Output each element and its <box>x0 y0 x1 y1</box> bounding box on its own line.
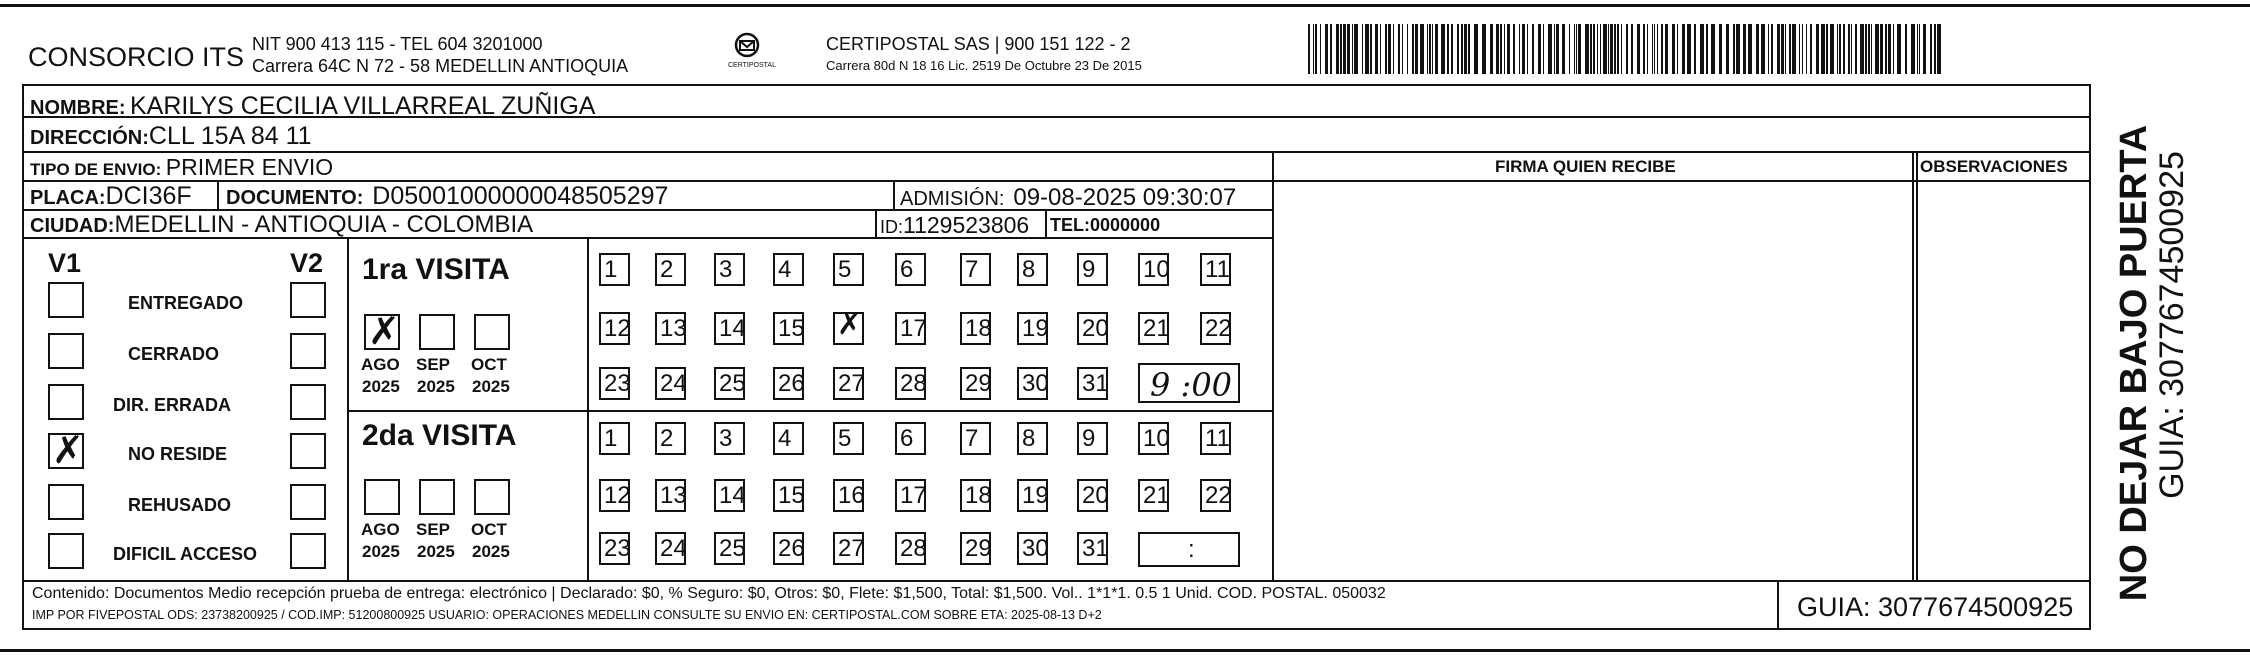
second-visit-day-box[interactable]: 3 <box>714 422 745 455</box>
first-visit-day-box[interactable]: 8 <box>1017 253 1048 286</box>
barcode-bar <box>1420 24 1424 74</box>
barcode-bar <box>1682 24 1685 74</box>
barcode-bar <box>1507 24 1510 74</box>
documento-value: D05001000000048505297 <box>372 182 669 210</box>
barcode-bar <box>1457 24 1459 74</box>
v2-checkbox[interactable] <box>290 484 326 520</box>
first-visit-day-box[interactable] <box>833 307 864 345</box>
barcode-bar <box>1711 24 1715 74</box>
first-visit-day-box[interactable]: 13 <box>655 312 686 345</box>
logo-text: CERTIPOSTAL <box>728 62 776 69</box>
certipostal-logo <box>722 28 776 78</box>
barcode-bar <box>1527 24 1528 74</box>
first-visit-day-box[interactable]: 11 <box>1200 253 1231 286</box>
barcode-bar <box>1700 24 1704 74</box>
company-name: CONSORCIO ITS <box>28 42 245 72</box>
second-visit-day-box[interactable]: 11 <box>1200 422 1231 455</box>
barcode-bar <box>1657 24 1658 74</box>
v1-checkbox[interactable] <box>48 333 84 369</box>
tipo-label: TIPO DE ENVIO: <box>30 160 162 179</box>
first-visit-month-label: SEP <box>416 355 451 374</box>
v1-checkbox[interactable] <box>48 428 84 472</box>
status-label: CERRADO <box>128 344 220 364</box>
barcode-bar <box>1923 24 1926 74</box>
first-visit-month-box[interactable] <box>364 309 400 353</box>
barcode-bar <box>1548 24 1552 74</box>
barcode-bar <box>1597 24 1598 74</box>
first-visit-year-label: 2025 <box>417 377 455 396</box>
barcode-bar <box>1885 24 1887 74</box>
second-visit-day-box[interactable]: 18 <box>960 479 991 512</box>
barcode-bar <box>1768 24 1769 74</box>
company-address: Carrera 64C N 72 - 58 MEDELLIN ANTIOQUIA <box>252 56 629 76</box>
barcode-bar <box>1362 24 1363 74</box>
barcode-bar <box>1482 24 1486 74</box>
barcode-bar <box>1911 24 1915 74</box>
top-border <box>0 4 2250 7</box>
status-label: ENTREGADO <box>128 293 244 313</box>
barcode-bar <box>1654 24 1655 74</box>
barcode-bar <box>1519 24 1520 74</box>
barcode-bar <box>1576 24 1577 74</box>
v1-checkbox[interactable] <box>48 484 84 520</box>
second-visit-day-box[interactable]: 31 <box>1077 532 1108 565</box>
barcode-bar <box>1810 24 1812 74</box>
second-visit-day-box[interactable]: 21 <box>1138 479 1169 512</box>
barcode-bar <box>1398 24 1400 74</box>
barcode-bar <box>1880 24 1883 74</box>
barcode-bar <box>1554 24 1555 74</box>
second-visit-day-box[interactable]: 26 <box>773 532 804 565</box>
tel-value: 0000000 <box>1090 215 1161 235</box>
barcode-bar <box>1435 24 1438 74</box>
barcode-bar <box>1562 24 1565 74</box>
barcode-bar <box>1631 24 1633 74</box>
cell-divider <box>1045 209 1047 237</box>
barcode-bar <box>1610 24 1613 74</box>
barcode-bar <box>1500 24 1502 74</box>
barcode-bar <box>1789 24 1791 74</box>
placa-label: PLACA: <box>30 187 106 209</box>
barcode-bar <box>1839 24 1841 74</box>
barcode-bar <box>1905 24 1907 74</box>
documento-label: DOCUMENTO: <box>226 187 364 209</box>
first-visit-day-box[interactable]: 7 <box>960 253 991 286</box>
barcode-bar <box>1756 24 1759 74</box>
barcode-bar <box>1496 24 1499 74</box>
first-visit-month-label: OCT <box>471 355 507 374</box>
v1-checkbox[interactable] <box>48 384 84 420</box>
first-visit-day-box[interactable]: 27 <box>833 367 864 400</box>
barcode-bar <box>1556 24 1559 74</box>
barcode-bar <box>1860 24 1864 74</box>
first-visit-month-box[interactable] <box>474 314 510 350</box>
barcode-bar <box>1574 24 1575 74</box>
first-visit-day-box[interactable]: 24 <box>655 367 686 400</box>
first-visit-day-box[interactable]: 5 <box>833 253 864 286</box>
barcode-bar <box>1464 24 1467 74</box>
barcode-bar <box>1412 24 1414 74</box>
barcode-bar <box>1643 24 1645 74</box>
first-visit-day-box[interactable]: 30 <box>1017 367 1048 400</box>
first-visit-day-box[interactable]: 25 <box>714 367 745 400</box>
barcode-bar <box>1893 24 1894 74</box>
first-visit-day-box[interactable]: 10 <box>1138 253 1169 286</box>
barcode-bar <box>1441 24 1445 74</box>
barcode-bar <box>1743 24 1746 74</box>
status-label: DIR. ERRADA <box>113 395 232 415</box>
first-visit-year-label: 2025 <box>362 377 400 396</box>
barcode-bar <box>1777 24 1780 74</box>
barcode-bar <box>1461 24 1463 74</box>
second-visit-day-box[interactable]: 6 <box>895 422 926 455</box>
check-mark-icon: ✗ <box>52 428 84 472</box>
first-time-box[interactable] <box>1138 363 1240 403</box>
barcode-bar <box>1826 24 1828 74</box>
barcode-bar <box>1380 24 1381 74</box>
barcode-bar <box>1761 24 1765 74</box>
barcode-bar <box>1340 24 1342 74</box>
barcode-bar <box>1934 24 1936 74</box>
second-visit-day-box[interactable]: 30 <box>1017 532 1048 565</box>
first-visit-month-box[interactable] <box>419 314 455 350</box>
barcode-bar <box>1919 24 1920 74</box>
barcode-bar <box>1830 24 1834 74</box>
barcode-bar <box>1806 24 1807 74</box>
status-divider <box>347 237 349 580</box>
barcode <box>1308 24 1940 74</box>
first-visit-day-box[interactable]: 4 <box>773 253 804 286</box>
barcode-bar <box>1513 24 1515 74</box>
barcode-bar <box>1868 24 1870 74</box>
second-visit-day-box[interactable]: 9 <box>1077 422 1108 455</box>
second-visit-day-box[interactable]: 28 <box>895 532 926 565</box>
v2-header: V2 <box>290 248 324 278</box>
first-visit-month-label: AGO <box>361 355 400 374</box>
barcode-bar <box>1388 24 1391 74</box>
second-visit-day-box[interactable]: 15 <box>773 479 804 512</box>
direccion-value: CLL 15A 84 11 <box>148 122 312 150</box>
second-visit-day-box[interactable]: 10 <box>1138 422 1169 455</box>
second-visit-day-box[interactable]: 20 <box>1077 479 1108 512</box>
barcode-bar <box>1347 24 1350 74</box>
barcode-bar <box>1816 24 1819 74</box>
second-time-value: : <box>1188 536 1195 563</box>
first-visit-day-box[interactable]: 22 <box>1200 312 1231 345</box>
second-visit-day-box[interactable]: 1 <box>599 422 630 455</box>
barcode-bar <box>1626 24 1628 74</box>
first-visit-day-box[interactable]: 6 <box>895 253 926 286</box>
barcode-bar <box>1468 24 1470 74</box>
barcode-bar <box>1532 24 1534 74</box>
second-visit-day-box[interactable]: 22 <box>1200 479 1231 512</box>
barcode-bar <box>1325 24 1328 74</box>
second-visit-month-label: AGO <box>361 520 400 539</box>
barcode-bar <box>1504 24 1505 74</box>
first-visit-year-label: 2025 <box>472 377 510 396</box>
barcode-bar <box>1578 24 1581 74</box>
row-line <box>22 580 2091 582</box>
second-visit-day-box[interactable]: 24 <box>655 532 686 565</box>
barcode-bar <box>1593 24 1595 74</box>
first-visit-day-box[interactable]: 17 <box>895 312 926 345</box>
barcode-bar <box>1736 24 1740 74</box>
first-visit-day-box[interactable]: 12 <box>599 312 630 345</box>
barcode-bar <box>1320 24 1321 74</box>
barcode-bar <box>1726 24 1729 74</box>
first-visit-day-box[interactable]: 18 <box>960 312 991 345</box>
cell-divider <box>875 209 877 237</box>
barcode-bar <box>1706 24 1708 74</box>
barcode-bar <box>1677 24 1678 74</box>
barcode-bar <box>1865 24 1867 74</box>
barcode-bar <box>1600 24 1601 74</box>
barcode-bar <box>1585 24 1589 74</box>
cell-divider <box>893 180 895 209</box>
footer-content: Contenido: Documentos Medio recepción prueba de entrega: electrónico | Declarado: $0, % Seguro: $0, Otros: $0, Flete: $1,500, Total: $1,500. Vol.. 1*1*1. 0.5 1 Unid. COD. POSTAL. 050032 <box>32 585 1386 602</box>
side-guia: GUIA: 3077674500925 <box>2153 151 2191 499</box>
v2-checkbox[interactable] <box>290 533 326 569</box>
barcode-bar <box>1871 24 1872 74</box>
barcode-bar <box>1733 24 1735 74</box>
barcode-bar <box>1313 24 1314 74</box>
first-visit-day-box[interactable]: 3 <box>714 253 745 286</box>
second-visit-year-label: 2025 <box>472 542 510 561</box>
first-visit-title: 1ra VISITA <box>362 253 510 286</box>
barcode-bar <box>1490 24 1493 74</box>
barcode-bar <box>1385 24 1387 74</box>
barcode-bar <box>1687 24 1691 74</box>
second-time-box[interactable] <box>1138 532 1240 567</box>
first-visit-day-box[interactable]: 29 <box>960 367 991 400</box>
barcode-bar <box>1336 24 1339 74</box>
observaciones-header: OBSERVACIONES <box>1920 157 2068 176</box>
v2-checkbox[interactable] <box>290 433 326 469</box>
barcode-bar <box>1343 24 1346 74</box>
second-visit-month-box[interactable] <box>474 479 510 515</box>
col-divider <box>1912 151 1914 580</box>
first-visit-day-box[interactable]: 20 <box>1077 312 1108 345</box>
second-visit-day-box[interactable]: 19 <box>1017 479 1048 512</box>
barcode-bar <box>1603 24 1607 74</box>
second-visit-day-box[interactable]: 8 <box>1017 422 1048 455</box>
barcode-bar <box>1621 24 1622 74</box>
visit-split-line <box>347 410 1272 412</box>
barcode-bar <box>1429 24 1431 74</box>
first-visit-day-box[interactable]: 23 <box>599 367 630 400</box>
second-visit-month-label: OCT <box>471 520 507 539</box>
barcode-bar <box>1447 24 1449 74</box>
barcode-bar <box>1432 24 1433 74</box>
barcode-bar <box>1799 24 1800 74</box>
col-divider <box>1916 151 1918 580</box>
second-visit-title: 2da VISITA <box>362 419 517 452</box>
second-visit-day-box[interactable]: 27 <box>833 532 864 565</box>
second-visit-month-label: SEP <box>416 520 451 539</box>
tipo-value: PRIMER ENVIO <box>165 154 334 180</box>
barcode-bar <box>1614 24 1616 74</box>
direccion-label: DIRECCIÓN: <box>30 127 149 149</box>
admision-value: 09-08-2025 09:30:07 <box>1013 184 1237 211</box>
second-visit-day-box[interactable]: 17 <box>895 479 926 512</box>
second-visit-day-box[interactable]: 12 <box>599 479 630 512</box>
ciudad-value: MEDELLIN - ANTIOQUIA - COLOMBIA <box>114 211 534 238</box>
firma-header: FIRMA QUIEN RECIBE <box>1495 157 1676 176</box>
barcode-bar <box>1771 24 1773 74</box>
second-visit-day-box[interactable]: 23 <box>599 532 630 565</box>
visit-divider <box>587 237 589 580</box>
company-nit: NIT 900 413 115 - TEL 604 3201000 <box>252 34 543 54</box>
bottom-border <box>0 649 2250 652</box>
v1-checkbox[interactable] <box>48 282 84 318</box>
barcode-bar <box>1647 24 1648 74</box>
status-label: DIFICIL ACCESO <box>113 544 258 564</box>
v2-checkbox[interactable] <box>290 282 326 318</box>
second-visit-day-box[interactable]: 14 <box>714 479 745 512</box>
second-visit-day-box[interactable]: 16 <box>833 479 864 512</box>
barcode-bar <box>1354 24 1358 74</box>
nombre-label: NOMBRE: <box>30 97 126 119</box>
barcode-bar <box>1837 24 1838 74</box>
barcode-bar <box>1427 24 1428 74</box>
first-visit-day-box[interactable]: 14 <box>714 312 745 345</box>
barcode-bar <box>1851 24 1852 74</box>
barcode-bar <box>1590 24 1592 74</box>
second-visit-day-box[interactable]: 13 <box>655 479 686 512</box>
barcode-bar <box>1719 24 1722 74</box>
barcode-bar <box>1930 24 1932 74</box>
check-mark-icon: ✗ <box>837 307 863 342</box>
status-label: NO RESIDE <box>128 444 228 464</box>
barcode-bar <box>1407 24 1408 74</box>
footer-print-info: IMP POR FIVEPOSTAL ODS: 23738200925 / COD.IMP: 51200800925 USUARIO: OPERACIONES MEDELLIN CONSULTE SU ENVIO EN: CERTIPOSTAL.COM SOBRE ETA: 2025-08-13 D+2 <box>32 608 1102 622</box>
barcode-bar <box>1637 24 1640 74</box>
barcode-bar <box>1352 24 1353 74</box>
barcode-bar <box>1748 24 1752 74</box>
barcode-bar <box>1451 24 1453 74</box>
barcode-bar <box>1569 24 1570 74</box>
second-visit-day-box[interactable]: 25 <box>714 532 745 565</box>
barcode-bar <box>1308 24 1310 74</box>
placa-value: DCI36F <box>105 182 192 210</box>
v2-checkbox[interactable] <box>290 384 326 420</box>
footer-divider <box>1777 580 1779 630</box>
barcode-bar <box>1785 24 1786 74</box>
barcode-bar <box>1543 24 1544 74</box>
barcode-bar <box>1792 24 1796 74</box>
first-visit-day-box[interactable]: 28 <box>895 367 926 400</box>
barcode-bar <box>1538 24 1541 74</box>
second-visit-month-box[interactable] <box>364 479 400 515</box>
barcode-bar <box>1608 24 1609 74</box>
second-visit-year-label: 2025 <box>362 542 400 561</box>
barcode-bar <box>1897 24 1901 74</box>
barcode-bar <box>1855 24 1857 74</box>
barcode-bar <box>1665 24 1668 74</box>
first-visit-day-box[interactable]: 2 <box>655 253 686 286</box>
barcode-bar <box>1843 24 1845 74</box>
envelope-icon <box>722 28 772 78</box>
side-warning: NO DEJAR BAJO PUERTA <box>2113 124 2155 602</box>
second-visit-day-box[interactable]: 7 <box>960 422 991 455</box>
tel-label: TEL: <box>1050 215 1090 235</box>
barcode-bar <box>1522 24 1525 74</box>
certipostal-line1: CERTIPOSTAL SAS | 900 151 122 - 2 <box>826 34 1131 54</box>
first-visit-day-box[interactable]: 26 <box>773 367 804 400</box>
barcode-bar <box>1415 24 1418 74</box>
second-visit-day-box[interactable]: 2 <box>655 422 686 455</box>
barcode-bar <box>1848 24 1850 74</box>
barcode-bar <box>1402 24 1403 74</box>
barcode-bar <box>1802 24 1803 74</box>
id-value: 1129523806 <box>903 212 1030 238</box>
id-label: ID: <box>880 217 904 237</box>
ciudad-label: CIUDAD: <box>30 215 115 237</box>
v1-checkbox[interactable] <box>48 533 84 569</box>
status-label: REHUSADO <box>128 495 232 515</box>
first-time-value: 9 :00 <box>1150 366 1233 404</box>
second-visit-day-box[interactable]: 29 <box>960 532 991 565</box>
barcode-bar <box>1315 24 1317 74</box>
barcode-bar <box>1821 24 1825 74</box>
first-visit-day-box[interactable]: 21 <box>1138 312 1169 345</box>
barcode-bar <box>1781 24 1784 74</box>
first-visit-day-box[interactable]: 15 <box>773 312 804 345</box>
footer-guia: GUIA: 3077674500925 <box>1797 592 2074 622</box>
first-visit-day-box[interactable]: 9 <box>1077 253 1108 286</box>
barcode-bar <box>1937 24 1941 74</box>
second-visit-year-label: 2025 <box>417 542 455 561</box>
nombre-value: KARILYS CECILIA VILLARREAL ZUÑIGA <box>130 92 596 120</box>
barcode-bar <box>1661 24 1663 74</box>
first-visit-day-box[interactable]: 1 <box>599 253 630 286</box>
second-visit-day-box[interactable]: 4 <box>773 422 804 455</box>
check-mark-icon: ✗ <box>368 309 400 353</box>
row-line <box>22 151 2091 153</box>
v2-checkbox[interactable] <box>290 333 326 369</box>
barcode-bar <box>1474 24 1478 74</box>
second-visit-day-box[interactable]: 5 <box>833 422 864 455</box>
barcode-bar <box>1875 24 1879 74</box>
col-divider <box>1272 151 1274 580</box>
barcode-bar <box>1365 24 1369 74</box>
barcode-bar <box>1917 24 1918 74</box>
barcode-bar <box>1694 24 1696 74</box>
barcode-bar <box>1393 24 1394 74</box>
col-header-line <box>1272 180 2091 182</box>
barcode-bar <box>1652 24 1653 74</box>
first-visit-day-box[interactable]: 19 <box>1017 312 1048 345</box>
barcode-bar <box>1672 24 1675 74</box>
certipostal-line2: Carrera 80d N 18 16 Lic. 2519 De Octubre 23 De 2015 <box>826 58 1142 73</box>
barcode-bar <box>1370 24 1372 74</box>
v1-header: V1 <box>48 248 82 278</box>
admision-label: ADMISIÓN: <box>900 188 1005 210</box>
barcode-bar <box>1617 24 1619 74</box>
barcode-bar <box>1330 24 1332 74</box>
first-visit-day-box[interactable]: 31 <box>1077 367 1108 400</box>
barcode-bar <box>1888 24 1891 74</box>
barcode-bar <box>1375 24 1378 74</box>
cell-divider <box>217 180 219 209</box>
second-visit-month-box[interactable] <box>419 479 455 515</box>
